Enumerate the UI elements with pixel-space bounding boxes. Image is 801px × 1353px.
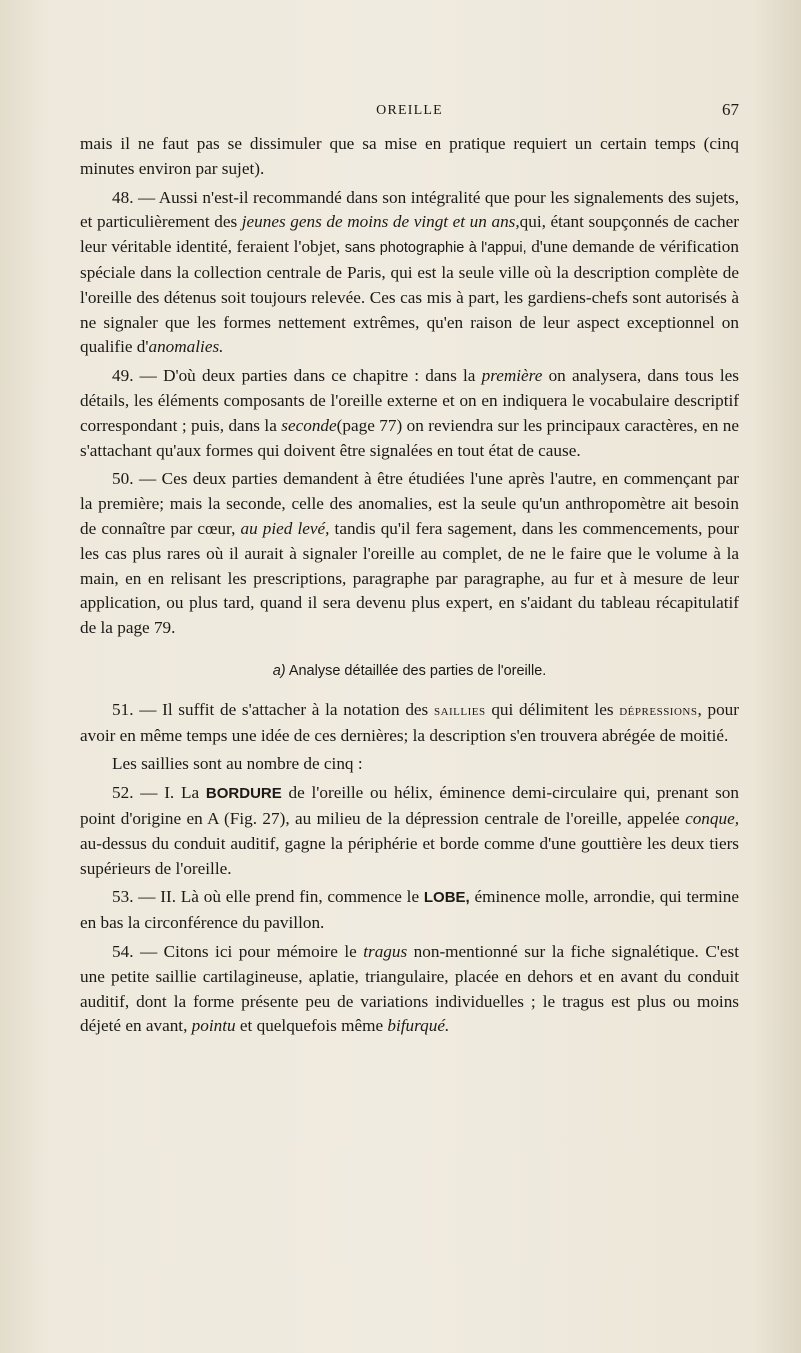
italic-run: pointu <box>191 1016 236 1036</box>
emphasis-run: sans photographie à l'appui, <box>344 240 527 257</box>
paragraph-51 <box>80 698 739 749</box>
small-caps-run: dépressions <box>619 702 698 719</box>
term-bordure: BORDURE <box>205 785 282 803</box>
paragraph-48 <box>80 186 739 361</box>
italic-run: bifurqué. <box>387 1016 450 1036</box>
paragraph-51-list-intro <box>80 752 739 777</box>
text-run: et quelquefois même <box>235 1016 388 1036</box>
section-heading <box>80 659 739 684</box>
text-run: tandis qu'il fera sagement, dans les commencements, pour les cas plus rares où il aurait à signaler l'oreille au complet, de ne le faire que le volume à la main, en en relisant les prescriptions, paragraphe par paragraphe, au fur et à mesure de leur application, ou plus tard, quand il sera devenu plus expert, en s'aidant du tableau récapitulatif de la page 79. <box>80 518 739 638</box>
text-run: 49. — D'où deux parties dans ce chapitre : dans la <box>112 366 482 386</box>
text-run: 54. — Citons ici pour mémoire le <box>112 941 364 961</box>
paragraph-49 <box>80 364 739 463</box>
text-run: 48. — Aussi n'est-il recommandé dans son intégralité que pour les signalements des sujets, et particulièrement des <box>80 187 739 232</box>
paragraph-47-continuation <box>80 132 739 182</box>
text-run: d'une demande de vérification spéciale dans la collection centrale de Paris, qui est la seule ville où la description complète de l'oreille des détenus soit toujours relevée. Ces cas mis à part, les gardiens-chefs sont autorisés à ne signaler que les formes nettement extrêmes, qu'en raison de leur aspect exceptionnel on qualifie d' <box>80 237 739 357</box>
paragraph-50 <box>80 467 739 641</box>
paragraph-54 <box>80 940 739 1039</box>
term-lobe: LOBE, <box>423 889 470 907</box>
text-run: de l'oreille ou hélix, éminence demi-circulaire qui, prenant son point d'origine en A (Fig. 27), au milieu de la dépression centrale de l'oreille, appelée <box>80 783 739 828</box>
paragraph-53 <box>80 885 739 936</box>
text-run: 52. — I. La <box>112 783 206 803</box>
paragraph-52 <box>80 781 739 881</box>
page-header <box>80 100 739 124</box>
text-run: on analysera, dans tous les détails, les éléments composants de l'oreille externe et on en indiquera le vocabulaire descriptif correspondant ; puis, dans la <box>80 366 739 435</box>
small-caps-run: saillies <box>433 702 486 719</box>
italic-run: tragus <box>363 941 408 961</box>
paragraph-text: mais il ne faut pas se dissimuler que sa mise en pratique requiert un certain temps (cinq minutes environ par sujet). <box>80 134 739 178</box>
running-head: OREILLE <box>376 103 443 118</box>
page-number: 67 <box>722 100 739 119</box>
page-body <box>80 132 739 1039</box>
text-run: 53. — II. Là où elle prend fin, commence le <box>112 887 424 907</box>
section-letter: a) <box>272 662 286 679</box>
italic-run: jeunes gens de moins de vingt et un ans, <box>241 212 520 232</box>
italic-run: seconde <box>281 415 337 435</box>
text-run: éminence molle, arrondie, qui termine en bas la circonférence du pavillon. <box>80 887 739 933</box>
italic-run: au pied levé, <box>240 518 330 538</box>
text-run: au-dessus du conduit auditif, gagne la périphérie et borde comme d'une gouttière les deux tiers supérieurs de l'oreille. <box>80 833 739 878</box>
text-run: qui délimitent les <box>485 699 620 719</box>
text-run: (page 77) on reviendra sur les principaux caractères, en ne s'attachant qu'aux formes qui doivent être signalées en tout état de cause. <box>80 415 739 460</box>
section-title: Analyse détaillée des parties de l'oreille. <box>285 662 547 679</box>
text-run: 51. — Il suffit de s'attacher à la notation des <box>112 699 434 719</box>
text-run: , pour avoir en même temps une idée de ces dernières; la description s'en trouvera abrégée de moitié. <box>80 699 739 745</box>
italic-run: première <box>481 366 543 386</box>
text-run: qui, étant soupçonnés de cacher leur véritable identité, feraient l'objet, <box>80 212 739 257</box>
text-run: non-mentionné sur la fiche signalétique. C'est une petite saillie cartilagineuse, aplatie, triangulaire, placée en dehors et en avant du conduit auditif, dont la forme présente peu de variations individuelles ; le tragus est plus ou moins déjeté en avant, <box>80 941 739 1036</box>
text-run: Les saillies sont au nombre de cinq : <box>112 754 363 774</box>
text-run: 50. — Ces deux parties demandent à être étudiées l'une après l'autre, en commençant par la première; mais la seconde, celle des anomalies, est la seule qu'un anthropomètre ait besoin de connaître par cœur, <box>80 469 739 538</box>
italic-run: conque, <box>685 808 739 828</box>
italic-run: anomalies. <box>148 337 224 357</box>
